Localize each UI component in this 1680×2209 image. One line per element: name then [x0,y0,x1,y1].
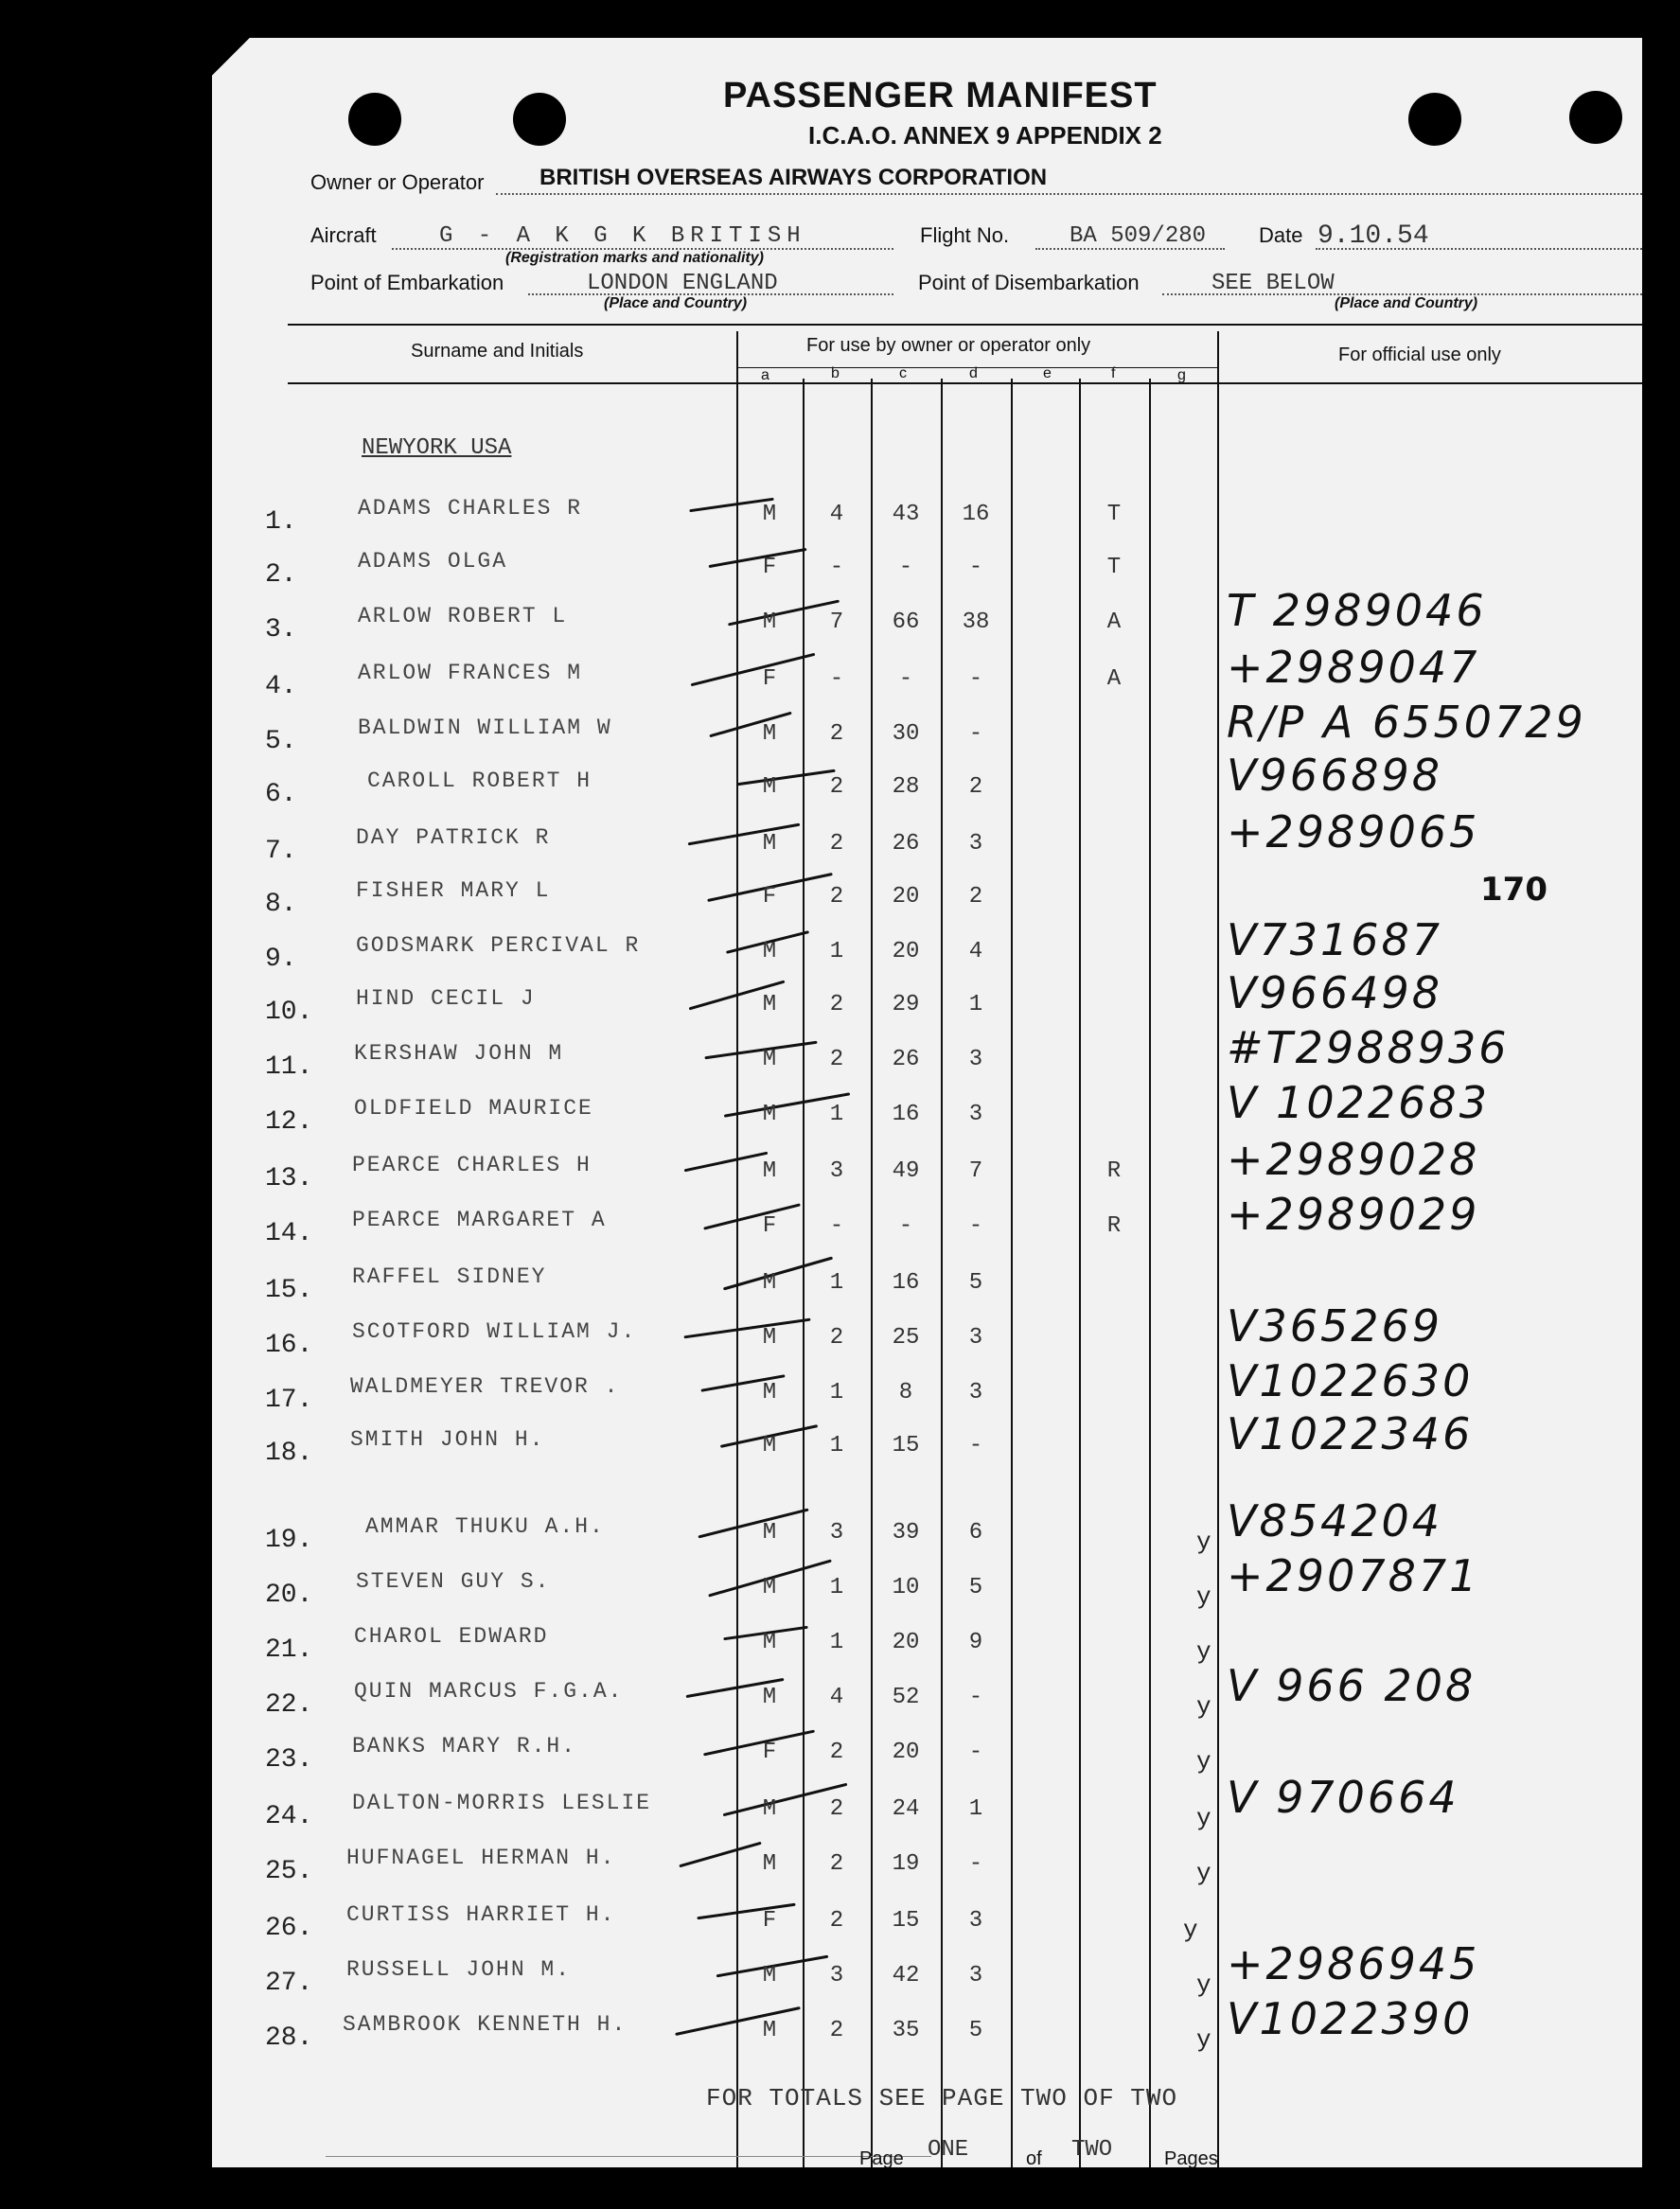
cell-d: 7 [968,1158,983,1184]
punch-hole [348,93,401,146]
cell-a: F [762,555,777,580]
date-value: 9.10.54 [1317,221,1429,251]
passenger-name: SMITH JOHN H. [350,1427,545,1452]
table-row [212,806,1642,869]
cell-g: y [1196,1859,1211,1887]
cell-a: M [762,1380,777,1405]
cell-d: - [968,1851,983,1877]
cell-c: 28 [892,774,920,800]
cell-d: 3 [968,831,983,857]
cell-c: 35 [892,2018,920,2043]
cell-g: y [1196,1692,1211,1721]
cell-a: M [762,939,777,964]
cell-c: 15 [892,1433,920,1458]
footer-rule [326,2156,931,2157]
cell-b: 1 [829,1270,844,1296]
cell-c: 25 [892,1325,920,1351]
cell-b: 2 [829,831,844,857]
cell-c: 20 [892,939,920,964]
disembarkation-note: (Place and Country) [1335,295,1478,311]
row-number: 11. [265,1052,313,1082]
cell-a: M [762,992,777,1017]
official-entry: +2989028 [1227,1134,1480,1185]
cell-a: F [762,666,777,692]
cell-b: 2 [829,1740,844,1765]
cell-b: 1 [829,1630,844,1655]
passenger-name: PEARCE MARGARET A [352,1208,607,1232]
cell-c: 26 [892,1047,920,1072]
official-entry: +2907871 [1227,1550,1480,1601]
cell-b: 2 [829,2018,844,2043]
disembarkation-value: SEE BELOW [1211,271,1335,296]
aircraft-label: Aircraft [310,223,377,247]
cell-d: 1 [968,992,983,1017]
cell-c: 39 [892,1520,920,1546]
cell-b: - [829,666,844,692]
passenger-name: OLDFIELD MAURICE [354,1096,593,1121]
row-number: 6. [265,780,297,809]
cell-d: - [968,666,983,692]
passenger-name: QUIN MARCUS F.G.A. [354,1679,624,1704]
cell-b: 2 [829,884,844,910]
cell-c: 29 [892,992,920,1017]
cell-d: - [968,555,983,580]
cell-a: M [762,721,777,747]
cell-c: 49 [892,1158,920,1184]
official-entry: V 966 208 [1227,1660,1477,1711]
row-number: 28. [265,2023,313,2053]
row-number: 9. [265,945,297,974]
cell-c: - [898,555,913,580]
manifest-sheet [212,38,1642,2167]
cell-d: 3 [968,1047,983,1072]
cell-b: 2 [829,1325,844,1351]
cell-a: M [762,1575,777,1600]
passenger-name: CURTISS HARRIET H. [346,1902,616,1927]
row-number: 26. [265,1914,313,1943]
cell-b: 2 [829,1851,844,1877]
punch-hole [1569,91,1622,144]
cell-d: 9 [968,1630,983,1655]
cell-a: M [762,1520,777,1546]
cell-d: - [968,1213,983,1239]
table-row [212,1772,1642,1834]
cell-b: 2 [829,992,844,1017]
passenger-name: ARLOW ROBERT L [358,604,568,628]
row-number: 3. [265,615,297,645]
passenger-name: GODSMARK PERCIVAL R [356,933,641,958]
passenger-name: ARLOW FRANCES M [358,661,583,685]
cell-f: T [1106,502,1122,527]
official-entry: T 2989046 [1227,585,1487,636]
cell-b: 2 [829,774,844,800]
cell-b: 2 [829,1796,844,1822]
aircraft-value: G - A K G K BRITISH [439,223,806,249]
official-entry: +2989047 [1227,642,1480,693]
cell-c: 16 [892,1102,920,1127]
cell-b: 3 [829,1158,844,1184]
cell-c: 52 [892,1685,920,1710]
cell-c: 10 [892,1575,920,1600]
table-row [212,1550,1642,1613]
column-header-surname: Surname and Initials [411,341,584,362]
cell-c: - [898,1213,913,1239]
passenger-name: DAY PATRICK R [356,825,551,850]
official-entry: #T2988936 [1227,1022,1510,1073]
cell-a: M [762,1270,777,1296]
row-number: 16. [265,1331,313,1360]
row-number: 7. [265,837,297,866]
punch-hole [513,93,566,146]
row-number: 2. [265,560,297,590]
cell-b: 4 [829,1685,844,1710]
cell-b: 2 [829,1908,844,1934]
cell-a: F [762,1740,777,1765]
table-row [212,496,1642,539]
cell-d: 3 [968,1380,983,1405]
cell-c: 30 [892,721,920,747]
cell-a: M [762,1796,777,1822]
cell-b: 1 [829,1433,844,1458]
cell-d: 16 [962,502,990,527]
cell-d: - [968,1740,983,1765]
cell-d: 2 [968,884,983,910]
passenger-name: CHAROL EDWARD [354,1624,549,1649]
folded-corner [212,38,250,76]
official-entry: V731687 [1227,914,1443,965]
passenger-name: ADAMS CHARLES R [358,496,583,521]
cell-a: M [762,1102,777,1127]
cell-a: M [762,831,777,857]
embarkation-note: (Place and Country) [604,295,748,311]
column-letter-a: a [761,367,769,383]
passenger-name: BALDWIN WILLIAM W [358,716,612,740]
cell-d: 4 [968,939,983,964]
cell-g: y [1196,1804,1211,1832]
row-number: 21. [265,1635,313,1665]
passenger-name: PEARCE CHARLES H [352,1153,592,1177]
cell-a: M [762,502,777,527]
row-number: 20. [265,1581,313,1610]
cell-b: - [829,555,844,580]
column-letter-e: e [1043,365,1052,381]
form-title: PASSENGER MANIFEST [723,76,1158,115]
official-entry: V 1022683 [1227,1077,1490,1128]
cell-f: T [1106,555,1122,580]
cell-b: 1 [829,1102,844,1127]
cell-b: 1 [829,1380,844,1405]
totals-note: FOR TOTALS SEE PAGE TWO OF TWO [706,2084,1178,2112]
passenger-name: SAMBROOK KENNETH H. [343,2012,628,2037]
destination-heading: NEWYORK USA [362,435,512,461]
column-letter-b: b [831,365,840,381]
passenger-name: KERSHAW JOHN M [354,1041,564,1066]
cell-c: 16 [892,1270,920,1296]
cell-b: 7 [829,610,844,635]
official-entry: +2989065 [1227,806,1480,857]
passenger-name: AMMAR THUKU A.H. [365,1514,605,1539]
table-row [212,1660,1642,1723]
official-entry: V1022390 [1227,1993,1474,2044]
cell-c: 42 [892,1963,920,1988]
table-header-rule [288,382,1642,384]
cell-d: 3 [968,1325,983,1351]
column-header-owner-use: For use by owner or operator only [806,335,1091,356]
row-number: 24. [265,1802,313,1831]
cell-d: - [968,1433,983,1458]
cell-b: 4 [829,502,844,527]
cell-c: 8 [898,1380,913,1405]
cell-c: 20 [892,1740,920,1765]
official-entry: V966898 [1227,750,1443,801]
row-number: 10. [265,998,313,1027]
cell-a: M [762,774,777,800]
row-number: 27. [265,1969,313,1998]
table-row [212,1408,1642,1471]
cell-c: 66 [892,610,920,635]
table-row [212,1189,1642,1251]
official-entry: +2989029 [1227,1189,1480,1240]
footer-page-value: ONE [928,2137,969,2163]
official-entry: V966498 [1227,967,1443,1018]
passenger-name: SCOTFORD WILLIAM J. [352,1319,637,1344]
row-number: 25. [265,1857,313,1886]
cell-c: 26 [892,831,920,857]
cell-g: y [1196,1528,1211,1556]
cell-c: - [898,666,913,692]
row-number: 17. [265,1386,313,1415]
official-entry: +2986945 [1227,1938,1480,1989]
row-number: 18. [265,1439,313,1468]
official-entry: V365269 [1227,1300,1443,1352]
aircraft-note: (Registration marks and nationality) [505,250,764,266]
punch-hole [1408,93,1461,146]
cell-c: 24 [892,1796,920,1822]
cell-a: M [762,1851,777,1877]
column-letter-f: f [1111,365,1116,381]
disembarkation-label: Point of Disembarkation [918,271,1140,294]
passenger-name: HUFNAGEL HERMAN H. [346,1846,616,1870]
cell-c: 15 [892,1908,920,1934]
cell-d: 6 [968,1520,983,1546]
cell-a: M [762,1047,777,1072]
cell-b: 2 [829,721,844,747]
passenger-name: FISHER MARY L [356,878,551,903]
passenger-name: HIND CECIL J [356,986,536,1011]
cell-f: R [1106,1213,1122,1239]
flight-value: BA 509/280 [1070,223,1207,249]
column-header-official-use: For official use only [1338,345,1501,365]
footer-pages-label: Pages [1164,2148,1218,2167]
cell-a: F [762,1213,777,1239]
cell-a: M [762,2018,777,2043]
cell-d: 38 [962,610,990,635]
column-letter-g: g [1177,367,1186,383]
cell-f: A [1106,610,1122,635]
column-letter-c: c [899,365,907,381]
cell-c: 20 [892,884,920,910]
table-row [212,1993,1642,2056]
cell-g: y [1196,1747,1211,1776]
cell-c: 20 [892,1630,920,1655]
footer-page-label: Page [859,2148,904,2167]
passenger-name: STEVEN GUY S. [356,1569,551,1594]
owner-label: Owner or Operator [310,170,485,194]
cell-a: M [762,1685,777,1710]
passenger-name: RAFFEL SIDNEY [352,1264,547,1289]
passenger-name: ADAMS OLGA [358,549,508,574]
embarkation-value: LONDON ENGLAND [587,271,778,296]
cell-b: 3 [829,1963,844,1988]
passenger-name: WALDMEYER TREVOR . [350,1374,620,1399]
cell-b: 1 [829,939,844,964]
cell-f: A [1106,666,1122,692]
owner-dotted-line [496,193,1642,195]
official-entry: R/P A 6550729 [1227,697,1586,748]
passenger-name: BANKS MARY R.H. [352,1734,577,1758]
row-number: 14. [265,1219,313,1248]
cell-d: - [968,1685,983,1710]
cell-d: 2 [968,774,983,800]
row-number: 8. [265,890,297,919]
footer-of-label: of [1026,2148,1042,2167]
cell-d: 3 [968,1908,983,1934]
cell-a: M [762,1158,777,1184]
row-number: 22. [265,1690,313,1720]
cell-c: 43 [892,502,920,527]
row-number: 5. [265,727,297,756]
passenger-name: RUSSELL JOHN M. [346,1957,572,1982]
form-subtitle: I.C.A.O. ANNEX 9 APPENDIX 2 [808,121,1162,150]
cell-a: M [762,1325,777,1351]
cell-d: 3 [968,1963,983,1988]
cell-d: 5 [968,2018,983,2043]
table-top-rule [288,324,1642,326]
cell-a: M [762,1630,777,1655]
embarkation-label: Point of Embarkation [310,271,504,294]
row-number: 23. [265,1745,313,1775]
date-label: Date [1259,223,1303,247]
owner-value: BRITISH OVERSEAS AIRWAYS CORPORATION [539,165,1048,190]
cell-d: - [968,721,983,747]
cell-g: y [1196,1970,1211,1999]
passenger-name: DALTON-MORRIS LESLIE [352,1791,652,1815]
cell-b: 3 [829,1520,844,1546]
cell-a: F [762,884,777,910]
cell-a: F [762,1908,777,1934]
cell-g: y [1183,1916,1198,1944]
row-number: 19. [265,1526,313,1555]
row-number: 13. [265,1164,313,1193]
cell-a: M [762,1433,777,1458]
official-entry: V1022346 [1227,1408,1474,1459]
page-stamp: 170 [1480,871,1547,909]
subcolumn-rule [738,367,1219,368]
row-number: 15. [265,1276,313,1305]
row-number: 12. [265,1107,313,1137]
official-entry: V1022630 [1227,1355,1474,1406]
cell-g: y [1196,1637,1211,1666]
official-entry: V854204 [1227,1495,1443,1546]
cell-g: y [1196,2025,1211,2054]
row-number: 1. [265,507,297,537]
flight-label: Flight No. [920,223,1010,247]
footer-of-value: TWO [1071,2137,1113,2163]
official-entry: V 970664 [1227,1772,1459,1823]
cell-d: 5 [968,1270,983,1296]
cell-g: y [1196,1582,1211,1611]
table-row [212,1846,1642,1889]
cell-f: R [1106,1158,1122,1184]
cell-c: 19 [892,1851,920,1877]
cell-b: 1 [829,1575,844,1600]
cell-a: M [762,1963,777,1988]
cell-b: 2 [829,1047,844,1072]
passenger-name: CAROLL ROBERT H [367,769,592,793]
row-number: 4. [265,672,297,701]
cell-a: M [762,610,777,635]
column-letter-d: d [969,365,978,381]
cell-b: - [829,1213,844,1239]
cell-d: 3 [968,1102,983,1127]
cell-d: 5 [968,1575,983,1600]
cell-d: 1 [968,1796,983,1822]
